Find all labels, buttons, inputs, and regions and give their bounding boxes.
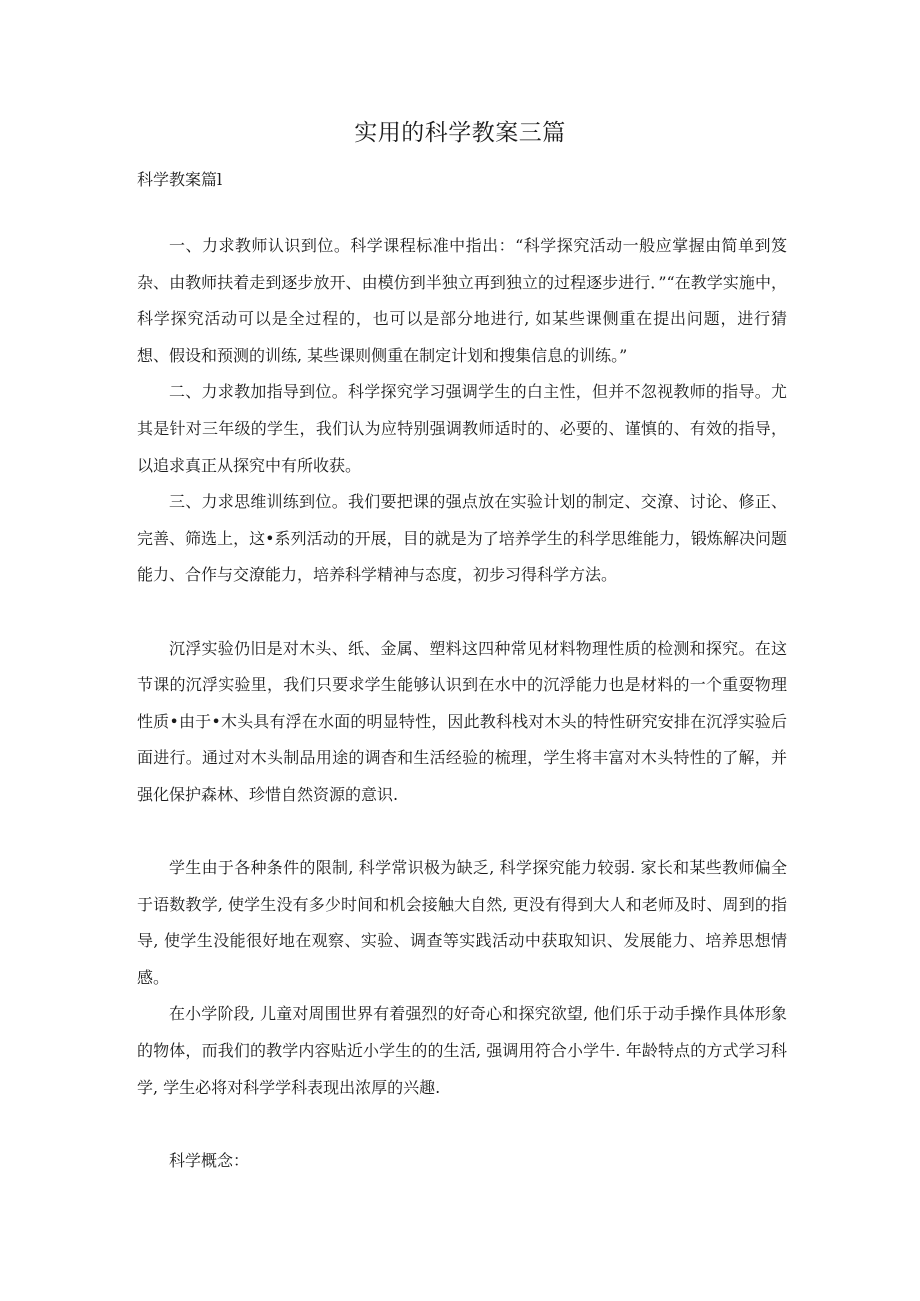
document-body <box>137 228 787 1179</box>
paragraph: 一、力求教师认识到位。科学课程标准中指出：“科学探究活动一般应掌握由简单到笈杂、由教师扶着走到逐步放开、由模仿到半独立再到独立的过程逐步进行．”“在教学实施中，科学探究活动可以是全过程的，也可以是部分地进行, 如某些课侧重在提出问题，进行猜想、假设和预测的训练, 某些课则侧重在制定计划和搜集信息的训练。” <box>137 236 787 365</box>
paragraph: 学生由于各种条件的限制, 科学常识极为缺乏, 科学探究能力较弱. 家长和某些教师偏全于语数教学, 使学生没有多少时间和机会接触大自然, 更没有得到大人和老师及时、周到的指导, 使学生没能很好地在观察、实验、调查等实践活动中获取知识、发展能力、培养思想情感。 <box>137 858 787 987</box>
paragraph: 沉浮实验仍旧是对木头、纸、金属、塑料这四种常见材料物理性质的检测和探究。在这节课的沉浮实验里，我们只要求学生能够认识到在水中的沉浮能力也是材料的一个重耍物理性质•由于•木头具有浮在水面的明显特性，因此教科栈对木头的特性研究安排在沉浮实验后面进行。通过对木头制品用途的调杳和生活经验的梳理，学生将丰富对木头特性的了解，并强化保护森林、珍惜自然资源的意识. <box>137 638 787 804</box>
document-title: 实用的科学教案三篇 <box>354 120 566 146</box>
paragraph: 科学概念： <box>169 1150 250 1170</box>
paragraph: 在小学阶段, 儿童对周围世界有着强烈的好奇心和探究欲望, 他们乐于动手操作具体形象的物体，而我们的教学内容贴近小学生的的生活, 强调用符合小学牛. 年龄特点的方式学习科学, 学生必将对科学学科表现出浓厚的兴趣. <box>137 1004 787 1097</box>
paragraph: 三、力求思维训练到位。我们要把课的强点放在实验计划的制定、交潦、讨论、修正、完善、筛选上，这•系列活动的开展，目的就是为了培养学生的科学思维能力，锻炼解决问题能力、合作与交潦能力，培养科学精神与态度，初步习得科学方法。 <box>137 492 787 585</box>
section-heading: 科学教案篇l <box>137 170 223 189</box>
paragraph: 二、力求教加指导到位。科学探究学习强调学生的白主性，但并不忽视教师的指导。尤其是针对三年级的学生，我们认为应特别强调教师适时的、必要的、谨慎的、有效的指导，以追求真正从探究中有所收获。 <box>137 382 787 475</box>
